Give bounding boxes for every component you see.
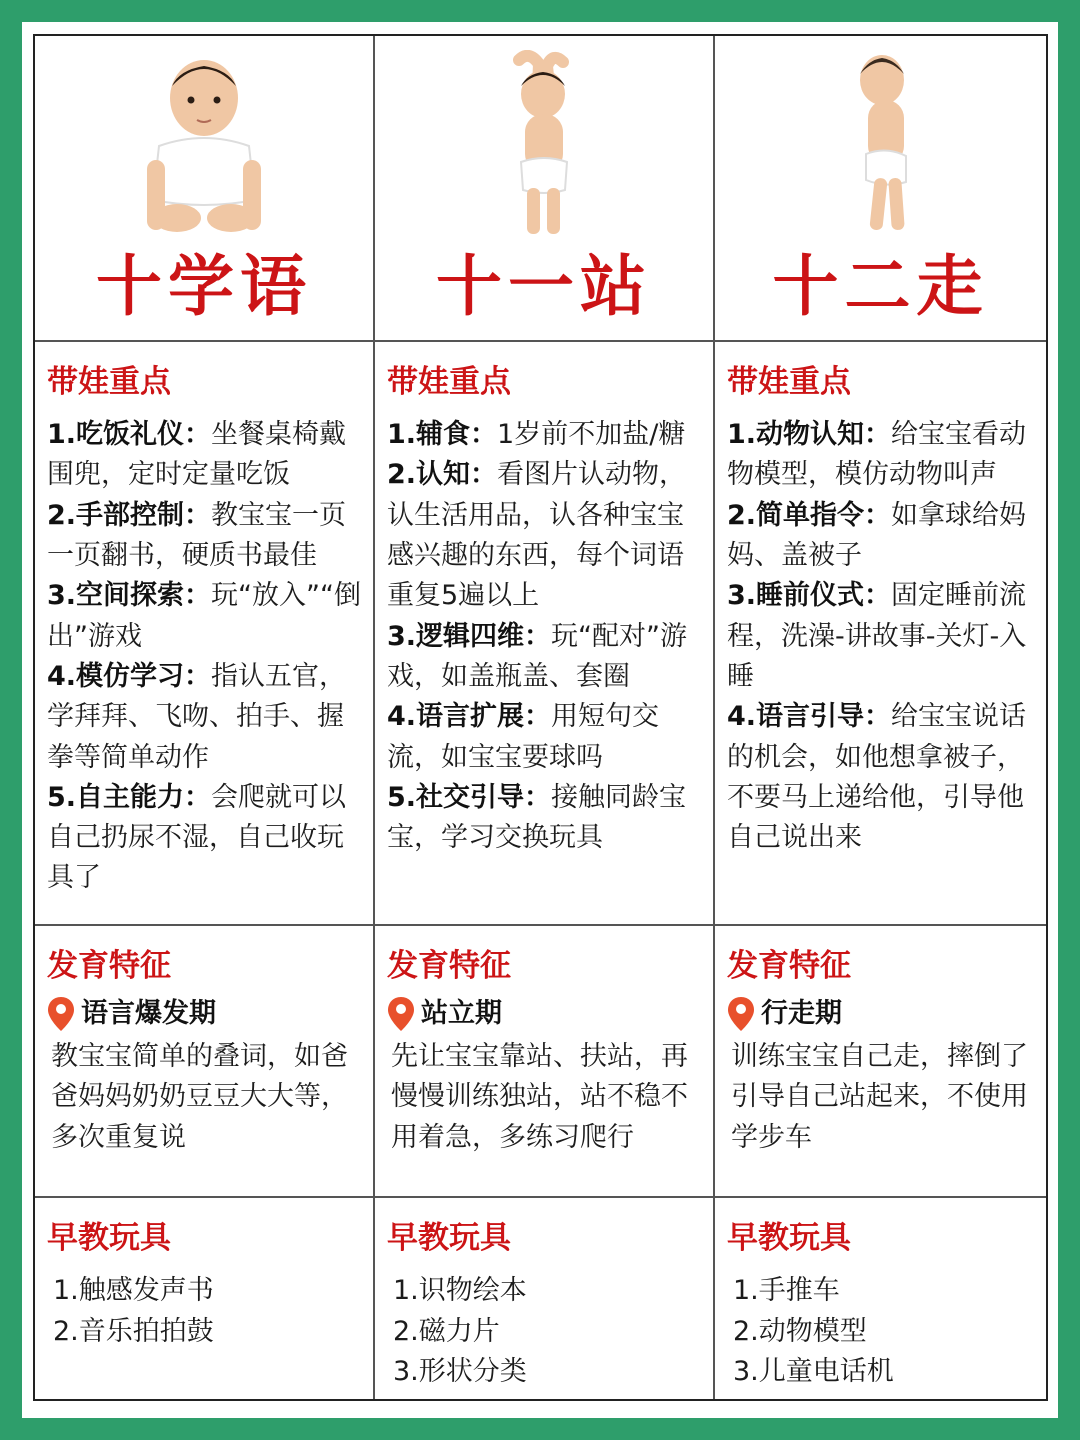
page-card: [22, 22, 1058, 1418]
toy-item: 1.识物绘本: [393, 1275, 527, 1307]
toy-list: [727, 1271, 1036, 1393]
stage-label: 行走期: [761, 998, 842, 1030]
focus-item-key: 4.语言扩展：: [387, 701, 552, 733]
stage-label: 语言爆发期: [81, 998, 216, 1030]
toy-item: 2.动物模型: [733, 1315, 867, 1347]
focus-cell-10m: [35, 342, 375, 926]
toy-item: 2.磁力片: [393, 1315, 500, 1347]
toy-item: 3.儿童电话机: [733, 1356, 894, 1388]
section-title-features: 发育特征: [387, 948, 511, 984]
focus-item-text: 如拿球给妈妈、盖被子: [727, 499, 1027, 572]
location-pin-icon: [387, 996, 415, 1032]
section-title-toys: 早教玩具: [387, 1220, 511, 1256]
focus-item-key: 3.逻辑四维：: [387, 620, 552, 652]
features-cell-11m: [375, 926, 715, 1198]
focus-item-key: 2.认知：: [387, 459, 498, 491]
features-cell-12m: [715, 926, 1046, 1198]
focus-item-text: 会爬就可以自己扔尿不湿，自己收玩具了: [47, 781, 347, 894]
focus-item-text: 玩“配对”游戏，如盖瓶盖、套圈: [387, 620, 688, 692]
section-title-focus: 带娃重点: [727, 364, 851, 400]
development-table: [33, 34, 1048, 1401]
feature-text: 训练宝宝自己走，摔倒了引导自己站起来，不使用学步车: [731, 1041, 1028, 1153]
focus-list: [387, 415, 703, 858]
stage-label: 站立期: [421, 998, 502, 1030]
focus-item-text: 教宝宝一页一页翻书，硬质书最佳: [47, 499, 347, 572]
focus-item-text: 指认五官，学拜拜、飞吻、拍手、握拳等简单动作: [47, 660, 347, 773]
column-header-12m: [715, 36, 1046, 342]
toy-list: [47, 1271, 363, 1352]
focus-list: [47, 415, 363, 899]
toy-item: 2.音乐拍拍鼓: [53, 1315, 214, 1347]
age-title: 十二走: [772, 248, 989, 325]
focus-item-key: 5.社交引导：: [387, 781, 552, 813]
age-title: 十学语: [96, 248, 312, 325]
focus-item-key: 5.自主能力：: [47, 781, 212, 813]
section-title-toys: 早教玩具: [47, 1220, 171, 1256]
features-cell-10m: [35, 926, 375, 1198]
focus-item-key: 4.模仿学习：: [47, 660, 212, 692]
toys-cell-10m: [35, 1198, 375, 1399]
stage-row: [387, 995, 703, 1033]
toy-list: [387, 1271, 703, 1393]
focus-item-text: 坐餐桌椅戴围兜，定时定量吃饭: [47, 419, 347, 491]
section-title-features: 发育特征: [727, 948, 851, 984]
focus-item-text: 玩“放入”“倒出”游戏: [47, 580, 362, 652]
toy-item: 1.触感发声书: [53, 1275, 214, 1307]
focus-list: [727, 415, 1036, 858]
column-header-10m: [35, 36, 375, 342]
toys-cell-11m: [375, 1198, 715, 1399]
stage-row: [47, 995, 363, 1033]
focus-item-text: 用短句交流，如宝宝要球吗: [387, 701, 660, 773]
focus-item-key: 3.空间探索：: [47, 580, 212, 612]
walking-baby-photo: [796, 50, 966, 240]
section-title-features: 发育特征: [47, 948, 171, 984]
toy-item: 1.手推车: [733, 1275, 840, 1307]
section-title-focus: 带娃重点: [47, 364, 171, 400]
age-title: 十一站: [436, 248, 652, 325]
section-title-focus: 带娃重点: [387, 364, 511, 400]
focus-item-text: 看图片认动物，认生活用品，认各种宝宝感兴趣的东西，每个词语重复5遍以上: [387, 459, 687, 612]
focus-item-key: 1.动物认知：: [727, 419, 892, 451]
focus-item-key: 1.吃饭礼仪：: [47, 419, 212, 451]
focus-item-key: 1.辅食：: [387, 419, 498, 451]
location-pin-icon: [47, 996, 75, 1032]
focus-cell-12m: [715, 342, 1046, 926]
crawling-baby-photo: [119, 50, 289, 240]
location-pin-icon: [727, 996, 755, 1032]
focus-item-key: 2.简单指令：: [727, 499, 892, 531]
focus-item-text: 接触同龄宝宝，学习交换玩具: [387, 781, 687, 854]
focus-cell-11m: [375, 342, 715, 926]
standing-baby-photo: [459, 50, 629, 240]
column-header-11m: [375, 36, 715, 342]
focus-item-text: 固定睡前流程，洗澡-讲故事-关灯-入睡: [727, 580, 1027, 692]
focus-item-text: 1岁前不加盐/糖: [497, 419, 686, 451]
feature-text: 教宝宝简单的叠词，如爸爸妈妈奶奶豆豆大大等，多次重复说: [51, 1041, 348, 1153]
focus-item-key: 4.语言引导：: [727, 701, 892, 733]
focus-item-key: 2.手部控制：: [47, 499, 212, 531]
toys-cell-12m: [715, 1198, 1046, 1399]
focus-item-text: 给宝宝说话的机会，如他想拿被子，不要马上递给他，引导他自己说出来: [727, 701, 1027, 854]
feature-text: 先让宝宝靠站、扶站，再慢慢训练独站，站不稳不用着急，多练习爬行: [391, 1041, 688, 1153]
focus-item-text: 给宝宝看动物模型，模仿动物叫声: [727, 419, 1027, 491]
stage-row: [727, 995, 1036, 1033]
section-title-toys: 早教玩具: [727, 1220, 851, 1256]
toy-item: 3.形状分类: [393, 1356, 527, 1388]
focus-item-key: 3.睡前仪式：: [727, 580, 892, 612]
